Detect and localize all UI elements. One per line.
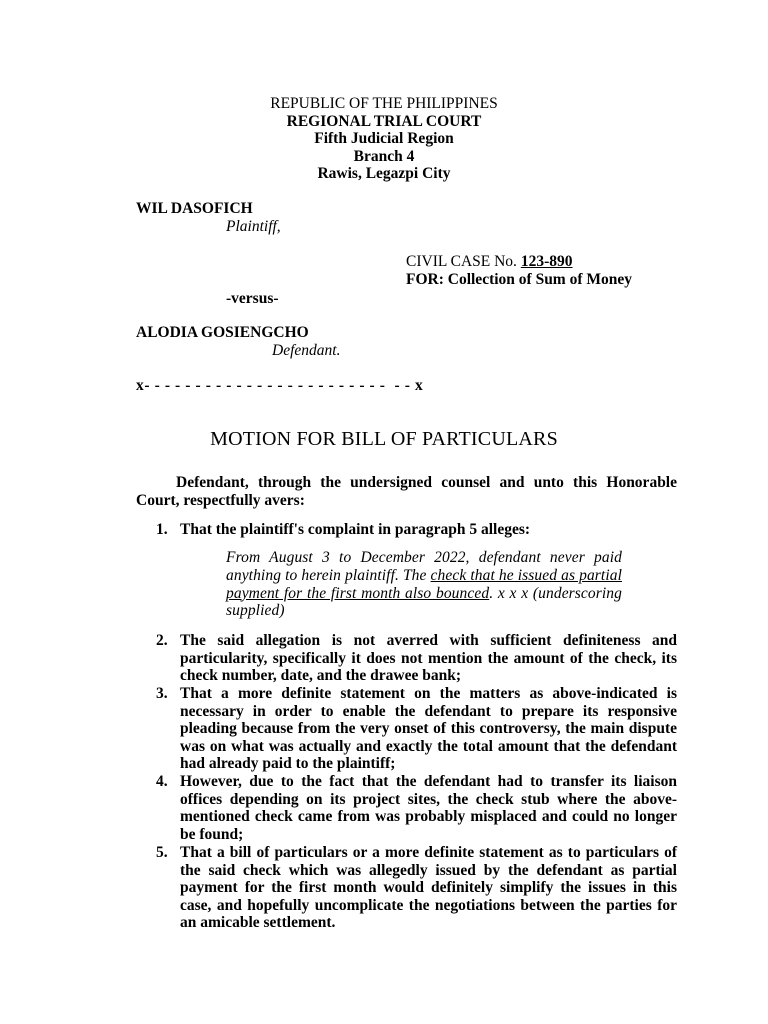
plaintiff-role: Plaintiff, (226, 218, 281, 235)
header-branch: Branch 4 (353, 148, 415, 165)
plaintiff-name: WIL DASOFICH (136, 200, 253, 217)
defendant-name: ALODIA GOSIENGCHO (136, 324, 309, 341)
document-title: MOTION FOR BILL OF PARTICULARS (210, 428, 558, 450)
item-number: 4. (156, 773, 168, 790)
quote-underlined-text: check that he issued as partial payment for the first month also bounced (226, 566, 622, 602)
quote-text-end: . x x x (underscoring supplied) (226, 584, 622, 620)
case-number: 123-890 (520, 253, 573, 270)
item-text: However, due to the fact that the defendant had to transfer its liaison offices depending on its project sites, the check stub where the above-mentioned check came from was probably misplaced and could no longer be found; (180, 773, 677, 843)
caption-separator: x- - - - - - - - - - - - - - - - - - - - - - - - - - x (136, 377, 424, 394)
versus: -versus- (226, 290, 279, 307)
item-number: 5. (156, 844, 168, 861)
item-number: 3. (156, 685, 168, 702)
header-city: Rawis, Legazpi City (317, 165, 451, 182)
header-court: REGIONAL TRIAL COURT (286, 113, 482, 130)
item-text: The said allegation is not averred with sufficient definiteness and particularity, specifically it does not mention the amount of the check, its check number, date, and the drawee bank; (180, 632, 677, 685)
header-republic: REPUBLIC OF THE PHILIPPINES (270, 95, 498, 112)
block-quote (226, 549, 622, 620)
item-number: 2. (156, 632, 168, 649)
defendant-role: Defendant. (272, 342, 341, 359)
case-number-line (406, 253, 572, 271)
item-text: That the plaintiff's complaint in paragraph 5 alleges: (180, 521, 531, 538)
quote-text: From August 3 to December 2022, defendant never paid anything to herein plaintiff. The (226, 549, 622, 584)
intro-paragraph: Defendant, through the undersigned counsel and unto this Honorable Court, respectfully avers: (136, 474, 677, 509)
item-number: 1. (156, 521, 168, 538)
case-number-label: CIVIL CASE No. (406, 253, 521, 270)
header-region: Fifth Judicial Region (314, 130, 454, 147)
item-text: That a bill of particulars or a more definite statement as to particulars of the said check which was allegedly issued by the defendant as partial payment for the first month would definitely simplify the issues in this case, and hopefully uncomplicate the negotiations between the parties for an amicable settlement. (180, 844, 677, 932)
item-text: That a more definite statement on the matters as above-indicated is necessary in order to enable the defendant to prepare its responsive pleading because from the very onset of this controversy, the main dispute was on what was actually and exactly the total amount that the defendant had already paid to the plaintiff; (180, 685, 677, 773)
case-nature: FOR: Collection of Sum of Money (406, 271, 633, 288)
